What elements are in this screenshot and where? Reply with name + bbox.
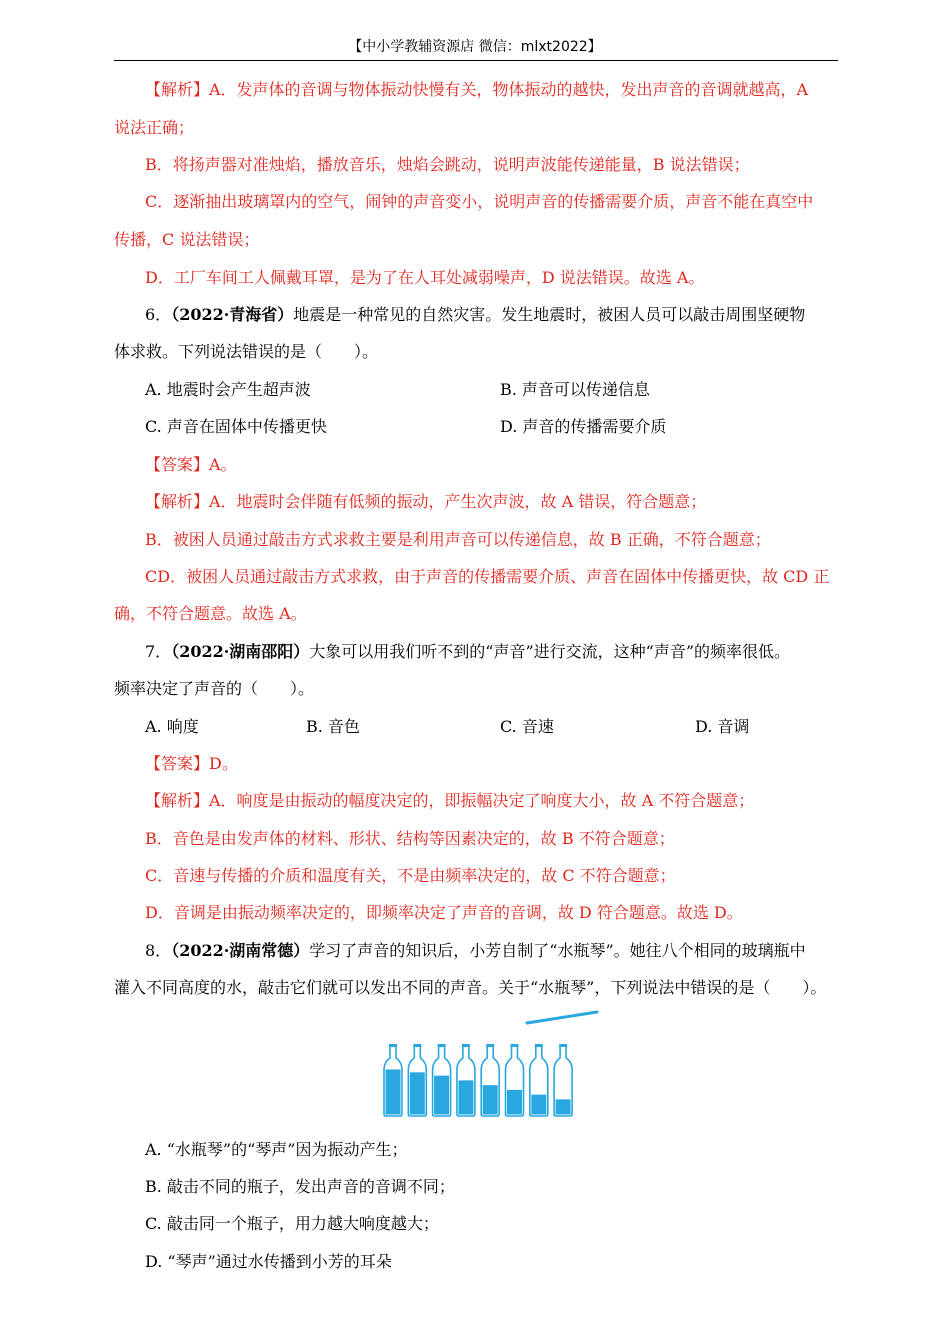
q6-source: （2022·青海省） — [171, 305, 294, 324]
q7-analysis-c: C．音速与传播的介质和温度有关，不是由频率决定的，故 C 不符合题意； — [145, 866, 676, 885]
q6-analysis-b: B．被困人员通过敲击方式求救主要是利用声音可以传递信息，故 B 正确，不符合题意； — [145, 530, 771, 549]
q6-analysis-cd-line2: 确，不符合题意。故选 A。 — [114, 604, 307, 623]
bottle-lip — [535, 1044, 543, 1047]
q5-analysis-b: B．将扬声器对准烛焰，播放音乐，烛焰会跳动，说明声波能传递能量，B 说法错误； — [145, 155, 750, 174]
q8-stem-line2: 灌入不同高度的水，敲击它们就可以发出不同的声音。关于“水瓶琴”，下列说法中错误的是（ ）。 — [114, 978, 827, 997]
bottle-lip — [486, 1044, 494, 1047]
q6-analysis-a: 【解析】A．地震时会伴随有低频的振动，产生次声波，故 A 错误，符合题意； — [145, 492, 707, 511]
q8-option-b: B. 敲击不同的瓶子，发出声音的音调不同； — [145, 1177, 455, 1196]
q5-analysis-c-line1: C．逐渐抽出玻璃罩内的空气，闹钟的声音变小，说明声音的传播需要介质，声音不能在真空中 — [145, 192, 814, 211]
q6-option-a: A. 地震时会产生超声波 — [145, 380, 311, 399]
q7-source: （2022·湖南邵阳） — [171, 642, 310, 661]
q8-option-d: D. “琴声”通过水传播到小芳的耳朵 — [145, 1252, 392, 1271]
water-fill — [531, 1095, 546, 1115]
q8-stem-line1 — [145, 941, 806, 961]
q6-stem-line1 — [145, 305, 805, 325]
q7-analysis-d: D．音调是由振动频率决定的，即频率决定了声音的音调，故 D 符合题意。故选 D。 — [145, 903, 743, 922]
water-fill — [556, 1099, 571, 1114]
bottle-lip — [511, 1044, 519, 1047]
q8-source: （2022·湖南常德） — [171, 941, 310, 960]
page-header: 【中小学教辅资源店 微信：mlxt2022】 — [348, 39, 602, 55]
q7-number: 7． — [145, 642, 172, 661]
q5-analysis-a-line2: 说法正确； — [114, 118, 195, 137]
header-divider — [114, 60, 838, 61]
q5-analysis-a-line1: 【解析】A．发声体的音调与物体振动快慢有关，物体振动的越快，发出声音的音调就越高，A — [145, 80, 809, 99]
bottle-lip — [389, 1044, 397, 1047]
q6-answer: 【答案】A。 — [145, 455, 237, 474]
glass-bottle — [554, 1044, 572, 1116]
striker-stick — [527, 1012, 597, 1023]
q6-option-c: C. 声音在固体中传播更快 — [145, 417, 327, 436]
glass-bottle — [433, 1044, 451, 1116]
q6-number: 6． — [145, 305, 172, 324]
q7-option-b: B. 音色 — [306, 717, 360, 736]
glass-bottle — [408, 1044, 426, 1116]
glass-bottle — [457, 1044, 475, 1116]
water-fill — [507, 1090, 522, 1115]
q7-analysis-b: B．音色是由发声体的材料、形状、结构等因素决定的，故 B 不符合题意； — [145, 829, 675, 848]
q6-option-d: D. 声音的传播需要介质 — [500, 417, 667, 436]
q7-stem-text: 大象可以用我们听不到的“声音”进行交流，这种“声音”的频率很低。 — [309, 642, 791, 661]
q7-stem-line1 — [145, 642, 790, 662]
bottle-lip — [413, 1044, 421, 1047]
q7-option-c: C. 音速 — [500, 717, 554, 736]
bottle-lip — [438, 1044, 446, 1047]
q8-stem-text: 学习了声音的知识后，小芳自制了“水瓶琴”。她往八个相同的玻璃瓶中 — [309, 941, 806, 960]
q6-stem-line2: 体求救。下列说法错误的是（ ）。 — [114, 342, 379, 361]
water-fill — [458, 1080, 473, 1114]
q5-analysis-c-line2: 传播，C 说法错误； — [114, 230, 260, 249]
q5-analysis-d: D．工厂车间工人佩戴耳罩，是为了在人耳处减弱噪声，D 说法错误。故选 A。 — [145, 268, 705, 287]
water-bottle-xylophone-figure — [380, 1010, 600, 1120]
q7-option-a: A. 响度 — [145, 717, 199, 736]
water-fill — [386, 1069, 401, 1114]
glass-bottle — [384, 1044, 402, 1116]
bottle-lip — [462, 1044, 470, 1047]
q7-option-d: D. 音调 — [695, 717, 750, 736]
q8-option-a: A. “水瓶琴”的“琴声”因为振动产生； — [145, 1140, 408, 1159]
bottle-lip — [559, 1044, 567, 1047]
q6-option-b: B. 声音可以传递信息 — [500, 380, 650, 399]
q8-number: 8． — [145, 941, 172, 960]
q7-stem-line2: 频率决定了声音的（ ）。 — [114, 679, 315, 698]
q6-stem-text: 地震是一种常见的自然灾害。发生地震时，被困人员可以敲击周围坚硬物 — [293, 305, 806, 324]
q7-answer: 【答案】D。 — [145, 754, 238, 773]
q8-option-c: C. 敲击同一个瓶子，用力越大响度越大； — [145, 1214, 439, 1233]
glass-bottle — [506, 1044, 524, 1116]
water-fill — [410, 1072, 425, 1114]
water-fill — [483, 1085, 498, 1114]
glass-bottle — [530, 1044, 548, 1116]
q6-analysis-cd-line1: CD．被困人员通过敲击方式求救，由于声音的传播需要介质、声音在固体中传播更快，故 CD 正 — [145, 567, 830, 586]
water-fill — [434, 1076, 449, 1115]
q7-analysis-a: 【解析】A．响度是由振动的幅度决定的，即振幅决定了响度大小，故 A 不符合题意； — [145, 791, 755, 810]
glass-bottle — [481, 1044, 499, 1116]
